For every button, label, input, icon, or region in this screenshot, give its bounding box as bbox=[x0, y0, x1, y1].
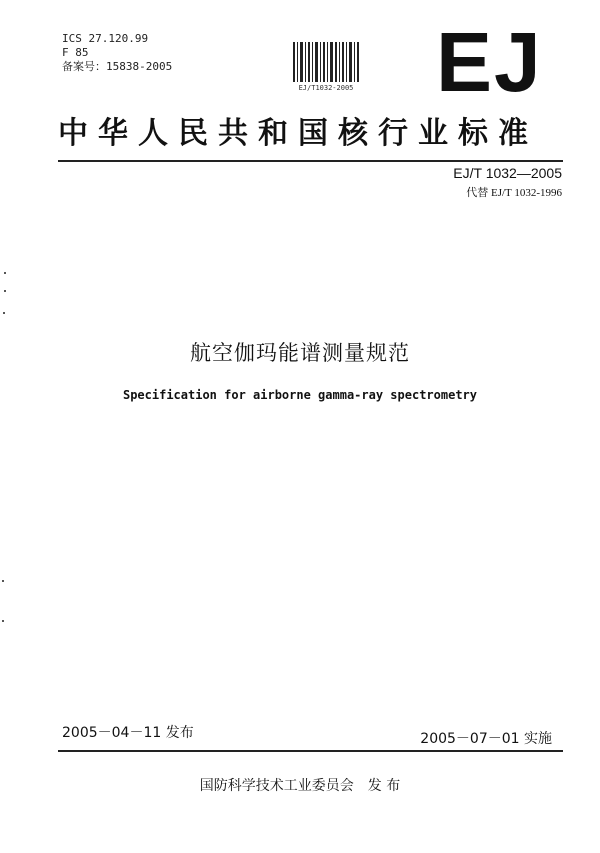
ics-code: ICS 27.120.99 bbox=[62, 32, 149, 45]
ej-logo: EJ bbox=[436, 15, 543, 109]
standard-number: EJ/T 1032—2005 bbox=[453, 165, 562, 181]
scan-speck bbox=[2, 580, 4, 582]
category-code: F 85 bbox=[62, 46, 89, 59]
barcode bbox=[291, 40, 361, 94]
bottom-divider bbox=[58, 750, 563, 752]
document-title-en: Specification for airborne gamma-ray spectrometry bbox=[122, 388, 477, 402]
implementation-date: 2005－07－01 实施 bbox=[420, 731, 552, 747]
standard-type-title: 中华人民共和国核行业标准 bbox=[58, 116, 538, 151]
barcode-bars bbox=[291, 40, 361, 82]
barcode-label: EJ/T1032-2005 bbox=[298, 84, 354, 92]
document-title-cn: 航空伽玛能谱测量规范 bbox=[190, 341, 410, 365]
scan-speck bbox=[4, 272, 6, 274]
scan-speck bbox=[2, 620, 4, 622]
scan-speck bbox=[3, 312, 5, 314]
issue-date: 2005－04－11 发布 bbox=[62, 725, 194, 741]
record-number: 备案号：15838-2005 bbox=[62, 60, 173, 73]
publisher: 国防科学技术工业委员会 发 布 bbox=[199, 778, 401, 794]
top-divider bbox=[58, 160, 563, 162]
scan-speck bbox=[4, 290, 6, 292]
replaces-standard: 代替 EJ/T 1032-1996 bbox=[466, 187, 562, 199]
